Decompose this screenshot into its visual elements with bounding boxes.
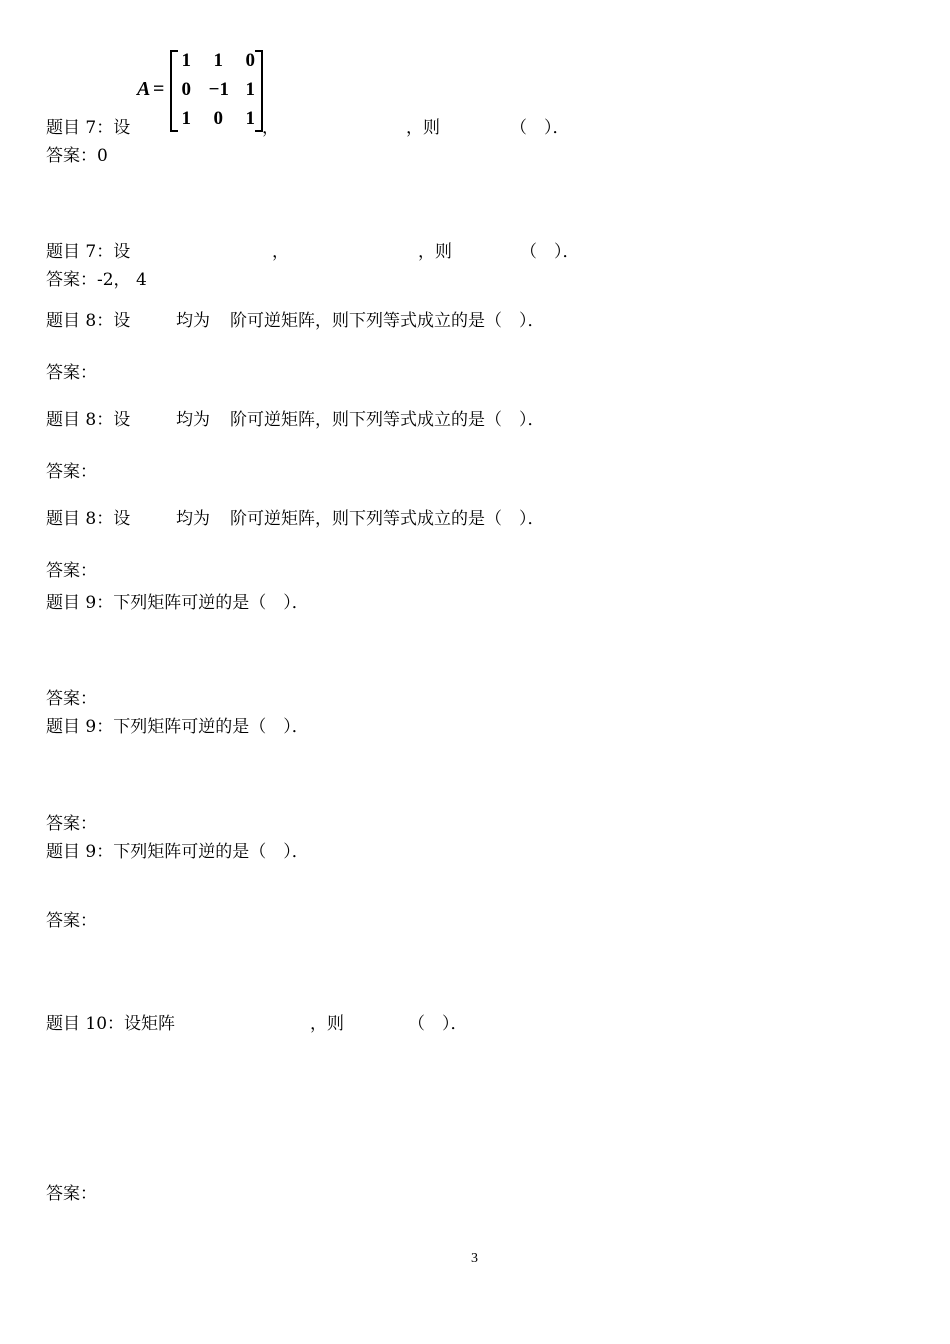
question-then: ，则	[406, 118, 440, 138]
question-text: 题目 8：设	[46, 509, 131, 529]
question-text: 阶可逆矩阵，则下列等式成立的是（ ）．	[230, 509, 545, 529]
matrix-cell: 1	[213, 50, 223, 71]
matrix-cell: 1	[181, 108, 191, 129]
matrix-cell: 1	[181, 50, 191, 71]
matrix-cell: 0	[245, 50, 255, 71]
question-text: 均为	[176, 410, 210, 430]
question-comma: ，	[272, 242, 289, 262]
question-text: 阶可逆矩阵，则下列等式成立的是（ ）．	[230, 410, 545, 430]
question-text: 题目 7：设	[46, 242, 131, 262]
matrix-cell: 1	[245, 108, 255, 129]
answer-text: 答案：	[46, 462, 97, 482]
question-text: 题目 10：设矩阵	[46, 1014, 176, 1034]
answer-text: 答案：	[46, 363, 97, 383]
matrix-cell: 1	[245, 79, 255, 100]
question-text: 均为	[176, 509, 210, 529]
question-text: 题目 7：设	[46, 118, 131, 138]
matrix-cell: 0	[181, 79, 191, 100]
matrix-cell: −1	[208, 79, 229, 100]
question-text: 阶可逆矩阵，则下列等式成立的是（ ）．	[230, 311, 545, 331]
answer-text: 答案：	[46, 561, 97, 581]
question-then: ，则	[418, 242, 452, 262]
answer-text: 答案：-2， 4	[46, 270, 147, 290]
answer-text: 答案：0	[46, 146, 108, 166]
question-then: ，则	[310, 1014, 344, 1034]
page-number: 3	[471, 1251, 478, 1266]
question-text: 均为	[176, 311, 210, 331]
question-text: 题目 9：下列矩阵可逆的是（ ）．	[46, 842, 309, 862]
question-text: 题目 9：下列矩阵可逆的是（ ）．	[46, 593, 309, 613]
answer-text: 答案：	[46, 689, 97, 709]
matrix-equals: =	[153, 78, 165, 100]
answer-text: 答案：	[46, 1184, 97, 1204]
question-blank: （ ）．	[520, 242, 580, 262]
question-text: 题目 8：设	[46, 311, 131, 331]
question-text: 题目 9：下列矩阵可逆的是（ ）．	[46, 717, 309, 737]
question-blank: （ ）．	[408, 1014, 468, 1034]
question-comma: ，	[262, 118, 279, 138]
question-text: 题目 8：设	[46, 410, 131, 430]
question-blank: （ ）．	[510, 118, 570, 138]
answer-text: 答案：	[46, 814, 97, 834]
answer-text: 答案：	[46, 911, 97, 931]
matrix-cell: 0	[213, 108, 223, 129]
matrix-label: A	[137, 78, 151, 100]
